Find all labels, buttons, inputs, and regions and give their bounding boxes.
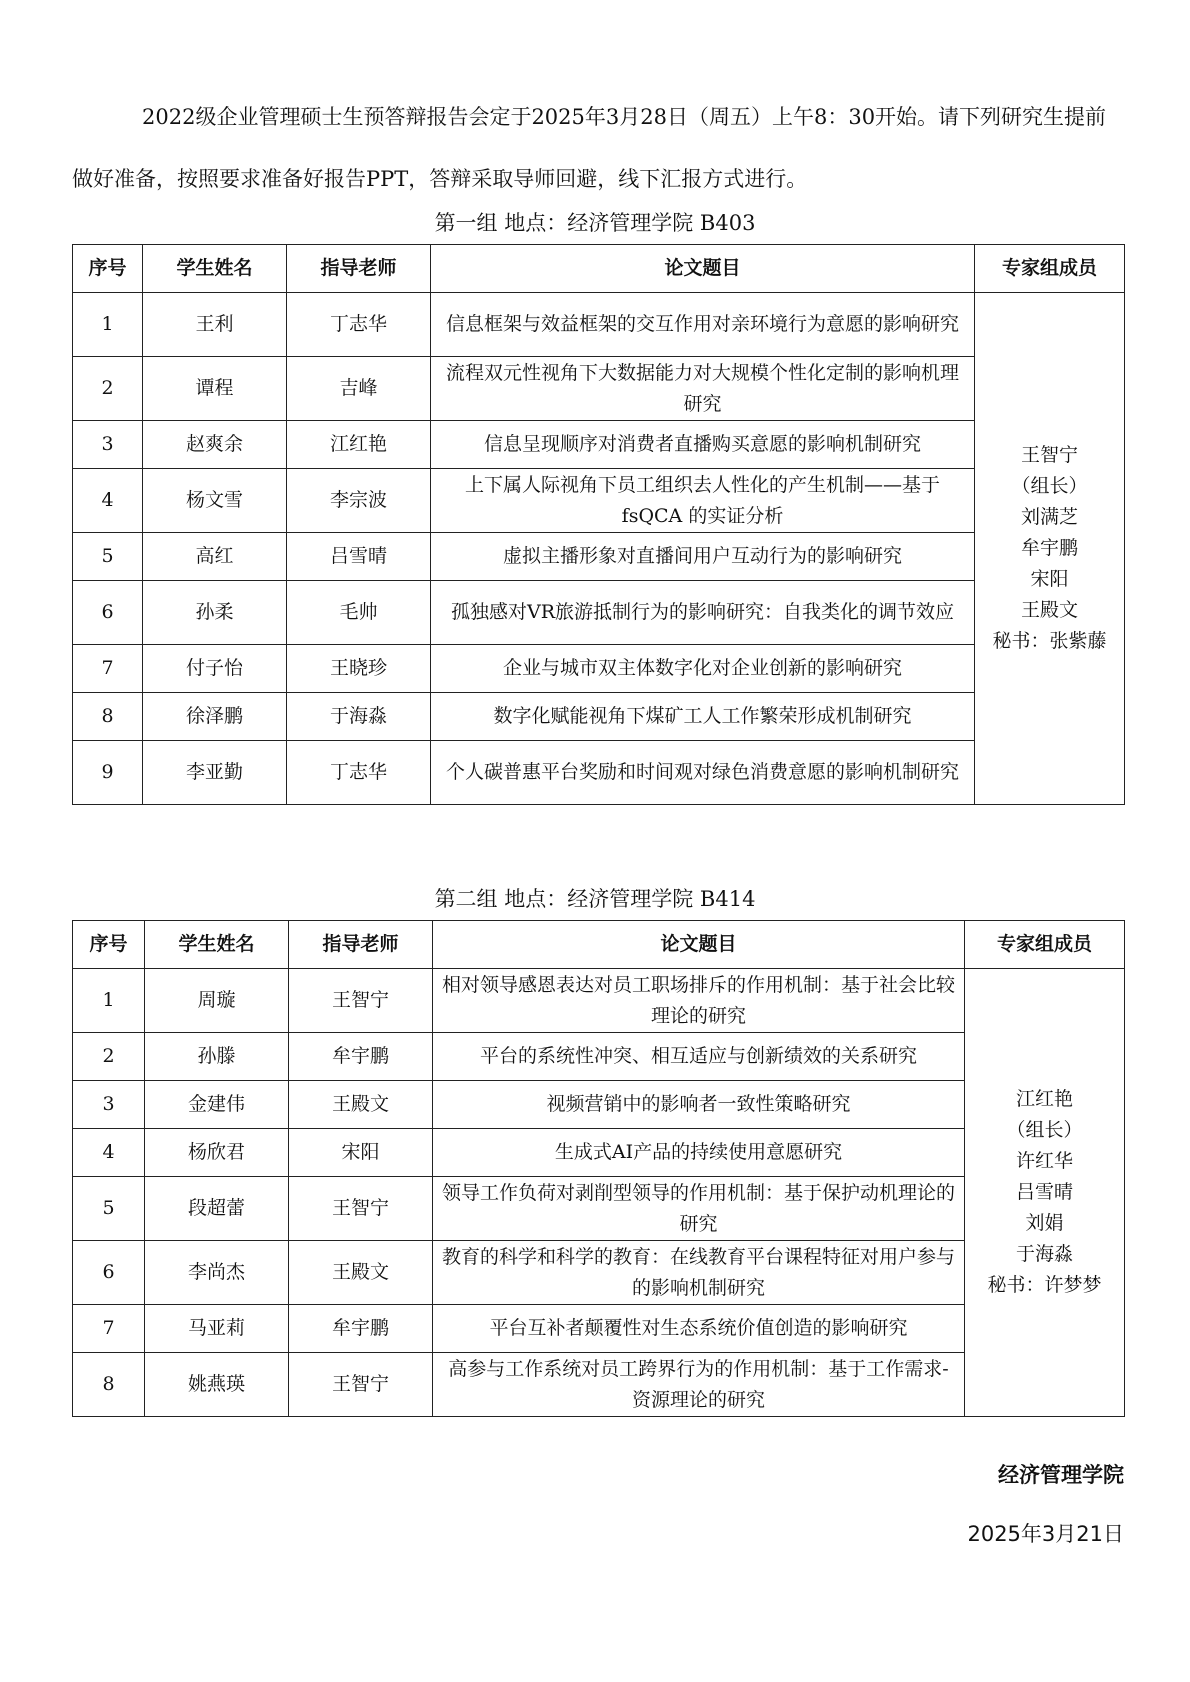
thesis-title: 流程双元性视角下大数据能力对大规模个性化定制的影响机理研究: [431, 357, 975, 421]
row-number: 7: [73, 645, 143, 693]
thesis-title: 高参与工作系统对员工跨界行为的作用机制：基于工作需求-资源理论的研究: [433, 1353, 965, 1417]
advisor-name: 王殿文: [289, 1241, 433, 1305]
advisor-name: 于海淼: [287, 693, 431, 741]
col-header-panel: 专家组成员: [965, 921, 1125, 969]
thesis-title: 领导工作负荷对剥削型领导的作用机制：基于保护动机理论的研究: [433, 1177, 965, 1241]
col-header-panel: 专家组成员: [975, 245, 1125, 293]
intro-paragraph: 2022级企业管理硕士生预答辩报告会定于2025年3月28日（周五）上午8：30开始。请下列研究生提前做好准备，按照要求准备好报告PPT，答辩采取导师回避，线下汇报方式进行。: [72, 105, 1107, 191]
student-name: 赵爽余: [143, 421, 287, 469]
table-row: [73, 421, 1125, 469]
advisor-name: 宋阳: [289, 1129, 433, 1177]
table-row: [73, 741, 1125, 805]
row-number: 2: [73, 357, 143, 421]
row-number: 8: [73, 693, 143, 741]
col-header-student: 学生姓名: [145, 921, 289, 969]
row-number: 4: [73, 1129, 145, 1177]
panel-member: （组长）: [1011, 475, 1088, 497]
panel-member: 于海淼: [1015, 1243, 1073, 1265]
thesis-title: 企业与城市双主体数字化对企业创新的影响研究: [431, 645, 975, 693]
row-number: 6: [73, 1241, 145, 1305]
col-header-no: 序号: [73, 921, 145, 969]
panel-member: 刘娟: [1025, 1212, 1064, 1234]
student-name: 姚燕瑛: [145, 1353, 289, 1417]
advisor-name: 王智宁: [289, 1353, 433, 1417]
student-name: 李亚勤: [143, 741, 287, 805]
advisor-name: 吕雪晴: [287, 533, 431, 581]
row-number: 4: [73, 469, 143, 533]
thesis-title: 数字化赋能视角下煤矿工人工作繁荣形成机制研究: [431, 693, 975, 741]
row-number: 2: [73, 1033, 145, 1081]
col-header-advisor: 指导老师: [287, 245, 431, 293]
advisor-name: 丁志华: [287, 293, 431, 357]
table-row: [73, 969, 1125, 1033]
student-name: 李尚杰: [145, 1241, 289, 1305]
panel-member: 刘满芝: [1020, 506, 1078, 528]
panel-member: 宋阳: [1030, 568, 1069, 590]
row-number: 9: [73, 741, 143, 805]
student-name: 高红: [143, 533, 287, 581]
student-name: 孙滕: [145, 1033, 289, 1081]
thesis-title: 平台互补者颠覆性对生态系统价值创造的影响研究: [433, 1305, 965, 1353]
panel-member: 许红华: [1015, 1150, 1073, 1172]
row-number: 5: [73, 1177, 145, 1241]
thesis-title: 生成式AI产品的持续使用意愿研究: [433, 1129, 965, 1177]
group-2-table: [72, 920, 1125, 1417]
group-1-title: 第一组 地点：经济管理学院 B403: [434, 211, 756, 235]
row-number: 1: [73, 969, 145, 1033]
advisor-name: 王晓珍: [287, 645, 431, 693]
student-name: 谭程: [143, 357, 287, 421]
thesis-title: 信息呈现顺序对消费者直播购买意愿的影响机制研究: [431, 421, 975, 469]
col-header-no: 序号: [73, 245, 143, 293]
table-row: [73, 533, 1125, 581]
table-row: [73, 357, 1125, 421]
row-number: 1: [73, 293, 143, 357]
row-number: 7: [73, 1305, 145, 1353]
panel-member: 吕雪晴: [1015, 1181, 1073, 1203]
panel-member: 牟宇鹏: [1020, 537, 1078, 559]
thesis-title: 相对领导感恩表达对员工职场排斥的作用机制：基于社会比较理论的研究: [433, 969, 965, 1033]
advisor-name: 毛帅: [287, 581, 431, 645]
advisor-name: 李宗波: [287, 469, 431, 533]
thesis-title: 孤独感对VR旅游抵制行为的影响研究：自我类化的调节效应: [431, 581, 975, 645]
group-1-table: [72, 244, 1125, 805]
thesis-title: 信息框架与效益框架的交互作用对亲环境行为意愿的影响研究: [431, 293, 975, 357]
panel-member: 王殿文: [1020, 599, 1078, 621]
table-row: [73, 293, 1125, 357]
student-name: 徐泽鹏: [143, 693, 287, 741]
col-header-student: 学生姓名: [143, 245, 287, 293]
table-row: [73, 645, 1125, 693]
advisor-name: 牟宇鹏: [289, 1305, 433, 1353]
student-name: 杨文雪: [143, 469, 287, 533]
row-number: 3: [73, 421, 143, 469]
row-number: 3: [73, 1081, 145, 1129]
panel-member: 王智宁: [1020, 444, 1078, 466]
advisor-name: 丁志华: [287, 741, 431, 805]
row-number: 6: [73, 581, 143, 645]
table-row: [73, 693, 1125, 741]
thesis-title: 平台的系统性冲突、相互适应与创新绩效的关系研究: [433, 1033, 965, 1081]
footer-org: 经济管理学院: [998, 1463, 1124, 1487]
thesis-title: 虚拟主播形象对直播间用户互动行为的影响研究: [431, 533, 975, 581]
student-name: 孙柔: [143, 581, 287, 645]
col-header-thesis: 论文题目: [431, 245, 975, 293]
table-row: [73, 581, 1125, 645]
advisor-name: 江红艳: [287, 421, 431, 469]
student-name: 周璇: [145, 969, 289, 1033]
group-2-title: 第二组 地点：经济管理学院 B414: [434, 887, 756, 911]
footer-date: 2025年3月21日: [967, 1522, 1124, 1546]
student-name: 王利: [143, 293, 287, 357]
thesis-title: 个人碳普惠平台奖励和时间观对绿色消费意愿的影响机制研究: [431, 741, 975, 805]
student-name: 付子怡: [143, 645, 287, 693]
advisor-name: 王智宁: [289, 1177, 433, 1241]
col-header-thesis: 论文题目: [433, 921, 965, 969]
panel-member: （组长）: [1006, 1119, 1083, 1141]
row-number: 8: [73, 1353, 145, 1417]
thesis-title: 上下属人际视角下员工组织去人性化的产生机制——基于 fsQCA 的实证分析: [431, 469, 975, 533]
header-row: [73, 921, 1125, 969]
panel-member: 秘书：张紫藤: [992, 630, 1107, 652]
panel-member: 江红艳: [1015, 1088, 1073, 1110]
row-number: 5: [73, 533, 143, 581]
student-name: 金建伟: [145, 1081, 289, 1129]
advisor-name: 王智宁: [289, 969, 433, 1033]
thesis-title: 视频营销中的影响者一致性策略研究: [433, 1081, 965, 1129]
col-header-advisor: 指导老师: [289, 921, 433, 969]
thesis-title: 教育的科学和科学的教育：在线教育平台课程特征对用户参与的影响机制研究: [433, 1241, 965, 1305]
advisor-name: 牟宇鹏: [289, 1033, 433, 1081]
expert-panel: [965, 969, 1125, 1417]
student-name: 杨欣君: [145, 1129, 289, 1177]
panel-member: 秘书：许梦梦: [987, 1274, 1102, 1296]
student-name: 马亚莉: [145, 1305, 289, 1353]
advisor-name: 王殿文: [289, 1081, 433, 1129]
student-name: 段超蕾: [145, 1177, 289, 1241]
expert-panel: [975, 293, 1125, 805]
table-row: [73, 469, 1125, 533]
header-row: [73, 245, 1125, 293]
advisor-name: 吉峰: [287, 357, 431, 421]
